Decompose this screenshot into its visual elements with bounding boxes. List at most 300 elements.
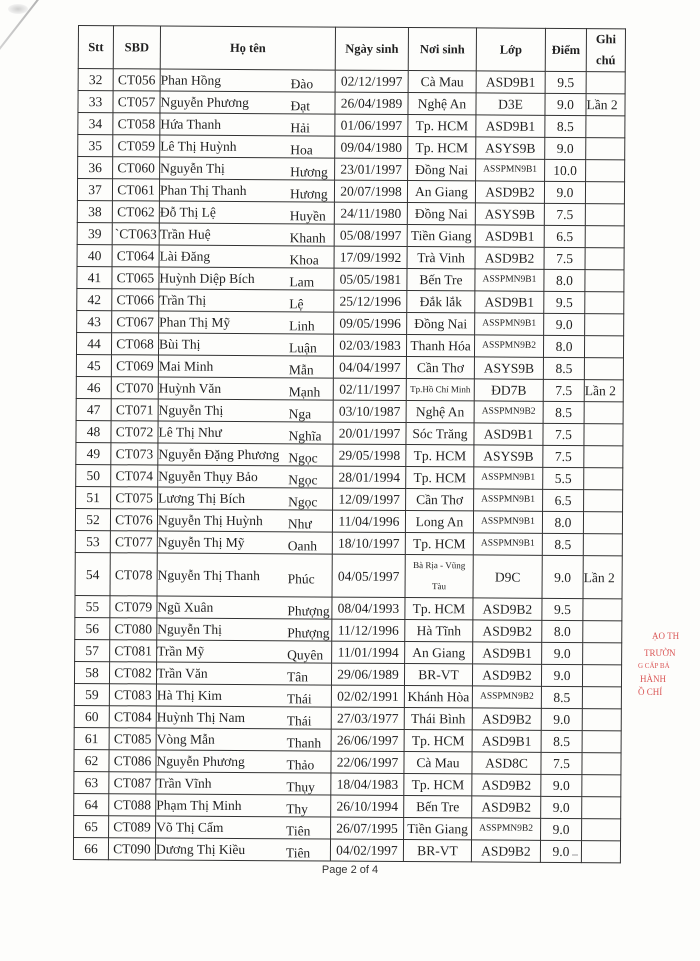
table-row [76, 398, 623, 423]
cell-score: 9.0 [541, 818, 582, 840]
cell-sbd: CT090 [108, 838, 155, 860]
cell-class: ASSPMN9B1 [476, 159, 545, 181]
cell-name [157, 553, 332, 597]
name-first: Nguyễn Thị [158, 402, 224, 418]
cell-name [160, 69, 335, 92]
name-first: Phan Thị Mỹ [159, 314, 231, 330]
name-last: Hoa [290, 142, 313, 158]
name-last: Tân [286, 669, 309, 685]
cell-dob: 22/06/1997 [331, 751, 404, 773]
cell-class: ASSPMN9B1 [475, 269, 544, 291]
name-last: Huyền [289, 208, 326, 224]
cell-sbd: CT070 [111, 377, 158, 399]
cell-class: ASYS9B [475, 203, 544, 225]
cell-stt: 58 [74, 661, 109, 683]
cell-note [583, 643, 622, 665]
cell-note [584, 424, 623, 446]
cell-place: Cà Mau [404, 752, 472, 774]
table-row [75, 595, 622, 620]
cell-sbd: CT065 [112, 267, 159, 289]
cell-dob: 25/12/1996 [334, 290, 407, 312]
cell-note [582, 797, 621, 819]
cell-name [158, 421, 333, 444]
name-last: Ngọc [288, 450, 318, 466]
cell-place: Bến Tre [407, 269, 475, 291]
cell-note [582, 775, 621, 797]
cell-dob: 29/06/1989 [331, 663, 404, 685]
cell-name [160, 157, 335, 180]
cell-name [159, 179, 334, 202]
cell-note [582, 687, 621, 709]
name-last: Hương [289, 186, 328, 202]
table-header-row [78, 26, 625, 72]
cell-note [583, 599, 622, 621]
stamp-line: TRƯỜN [644, 648, 676, 658]
cell-score: 9.0 [540, 840, 581, 862]
cell-sbd: CT081 [110, 640, 157, 662]
table-row [77, 266, 624, 291]
cell-stt: 37 [77, 179, 112, 201]
cell-class: ASD9B1 [472, 730, 541, 752]
table-row [77, 179, 624, 204]
table-row [78, 135, 625, 160]
cell-class: ASD9B2 [473, 620, 542, 642]
red-official-stamp [638, 630, 698, 740]
name-first: Huỳnh Thị Nam [156, 709, 246, 726]
cell-dob: 09/04/1980 [335, 136, 408, 158]
name-last: Linh [289, 318, 315, 334]
cell-name [156, 684, 331, 707]
table-row [76, 420, 623, 445]
cell-sbd: CT066 [112, 289, 159, 311]
name-last: Đạt [290, 98, 311, 114]
cell-score: 9.0 [544, 313, 585, 335]
cell-score: 8.5 [541, 730, 582, 752]
cell-stt: 59 [74, 683, 109, 705]
cell-sbd: CT083 [109, 684, 156, 706]
name-last: Phúc [287, 570, 315, 586]
cell-note [584, 468, 623, 490]
cell-name [157, 596, 332, 619]
cell-stt: 32 [78, 69, 113, 91]
cell-place: Tp. HCM [405, 598, 473, 620]
cell-score: 8.5 [541, 686, 582, 708]
cell-note [585, 226, 624, 248]
name-last: Ngọc [288, 472, 318, 488]
name-first: Ngũ Xuân [157, 599, 214, 615]
cell-place: Đồng Nai [407, 203, 475, 225]
name-first: Trần Mỹ [157, 643, 205, 659]
name-last: Phượng [287, 625, 330, 641]
name-first: Nguyễn Thị Thanh [157, 566, 260, 583]
cell-class: ASD9B1 [475, 225, 544, 247]
cell-stt: 33 [78, 91, 113, 113]
cell-score: 9.0 [545, 93, 586, 115]
name-last: Quyên [287, 647, 324, 663]
header-class: Lớp [476, 28, 545, 71]
cell-name [160, 91, 335, 114]
cell-stt: 43 [77, 310, 112, 332]
cell-sbd: CT078 [110, 553, 157, 596]
cell-stt: 50 [76, 464, 111, 486]
cell-sbd: CT077 [110, 531, 157, 553]
name-last: Thảo [286, 757, 315, 773]
cell-class: ASD9B1 [473, 642, 542, 664]
cell-stt: 34 [78, 113, 113, 135]
table-row [76, 486, 623, 511]
header-name: Họ tên [160, 26, 335, 70]
cell-note: Lần 2 [586, 94, 625, 116]
table-row [78, 69, 625, 94]
cell-stt: 42 [77, 288, 112, 310]
cell-score: 7.5 [541, 752, 582, 774]
name-last: Hương [290, 164, 328, 180]
name-first: Trần Văn [156, 665, 208, 681]
cell-place: An Giang [405, 642, 473, 664]
name-first: Vòng Mẫn [156, 731, 215, 747]
cell-stt: 62 [74, 749, 109, 771]
cell-dob: 02/02/1991 [331, 685, 404, 707]
header-dob: Ngày sinh [335, 27, 408, 70]
cell-name [155, 838, 330, 861]
cell-sbd: CT062 [112, 201, 159, 223]
cell-name [159, 267, 334, 290]
cell-dob: 12/09/1997 [333, 488, 406, 510]
name-last: Thụy [286, 779, 315, 795]
cell-note [584, 402, 623, 424]
table-row [77, 288, 624, 313]
cell-place: Tiền Giang [407, 225, 475, 247]
cell-name [156, 816, 331, 839]
cell-stt: 41 [77, 266, 112, 288]
cell-dob: 08/04/1993 [332, 597, 405, 619]
name-last: Mạnh [288, 384, 321, 400]
name-first: Hà Thị Kim [156, 687, 222, 703]
cell-score: 9.0 [542, 642, 583, 664]
name-first: Trần Huệ [159, 226, 211, 242]
cell-name [158, 355, 333, 378]
cell-note [581, 841, 620, 863]
cell-name [159, 223, 334, 246]
cell-class: ASSPMN9B1 [475, 313, 544, 335]
name-first: Trần Vĩnh [156, 775, 212, 791]
cell-stt: 35 [78, 135, 113, 157]
cell-place: Bến Tre [404, 796, 472, 818]
table-row [76, 376, 623, 401]
cell-note [584, 446, 623, 468]
cell-note [584, 490, 623, 512]
cell-score: 8.5 [543, 401, 584, 423]
table-row [74, 727, 621, 752]
cell-name [158, 399, 333, 422]
cell-dob: 11/04/1996 [332, 510, 405, 532]
name-last: Khoa [289, 252, 319, 268]
cell-place: An Giang [407, 181, 475, 203]
cell-place: Sóc Trăng [406, 423, 474, 445]
cell-class: ASD9B2 [472, 708, 541, 730]
cell-dob: 03/10/1987 [333, 400, 406, 422]
cell-note [582, 753, 621, 775]
cell-score: 9.0 [542, 555, 583, 598]
header-place: Nơi sinh [408, 28, 476, 71]
name-last: Oanh [287, 538, 318, 554]
name-first: Mai Minh [158, 358, 214, 374]
cell-place: Đắk lắk [407, 291, 475, 313]
cell-place: Tp. HCM [408, 137, 476, 159]
cell-class: ASD9B2 [472, 796, 541, 818]
cell-name [160, 135, 335, 158]
name-first: Huỳnh Văn [158, 380, 222, 396]
name-first: Võ Thị Cẩm [156, 819, 224, 835]
cell-name [156, 750, 331, 773]
stamp-line: ẠO TH [652, 631, 680, 641]
cell-stt: 51 [76, 486, 111, 508]
cell-name [160, 113, 335, 136]
cell-score: 8.0 [543, 335, 584, 357]
cell-score: 8.0 [542, 511, 583, 533]
cell-sbd: CT076 [110, 509, 157, 531]
cell-stt: 53 [75, 530, 110, 552]
cell-class: ASSPMN9B2 [472, 686, 541, 708]
name-first: Đỗ Thị Lệ [159, 204, 216, 220]
cell-name [156, 706, 331, 729]
cell-place: Thái Bình [404, 708, 472, 730]
name-first: Phan Hồng [160, 72, 222, 88]
cell-note [584, 358, 623, 380]
cell-note [582, 709, 621, 731]
cell-stt: 40 [77, 244, 112, 266]
name-last: Hải [290, 120, 310, 136]
cell-class: ASD9B2 [472, 774, 541, 796]
cell-dob: 20/01/1997 [333, 422, 406, 444]
cell-name [158, 443, 333, 466]
name-first: Nguyễn Thụy Bảo [158, 468, 258, 485]
name-first: Dương Thị Kiều [155, 841, 246, 858]
cell-note: Lần 2 [584, 380, 623, 402]
name-last: Thái [286, 691, 312, 707]
stamp-line: HÀNH [640, 674, 666, 684]
cell-place: Hà Tĩnh [405, 620, 473, 642]
name-last: Thanh [286, 735, 322, 751]
cell-stt: 48 [76, 420, 111, 442]
cell-class: ASYS9B [474, 445, 543, 467]
name-last: Phượng [287, 603, 330, 619]
cell-score: 9.0 [541, 708, 582, 730]
cell-class: ASD9B1 [474, 423, 543, 445]
cell-sbd: CT082 [109, 662, 156, 684]
cell-place: Khánh Hòa [404, 686, 472, 708]
cell-stt: 66 [73, 837, 108, 859]
cell-class: D9C [473, 555, 542, 598]
table-row [75, 508, 622, 533]
cell-name [159, 245, 334, 268]
name-last: Tiên [286, 823, 311, 839]
cell-dob: 11/12/1996 [332, 619, 405, 641]
cell-note [585, 314, 624, 336]
cell-stt: 38 [77, 200, 112, 222]
cell-dob: 27/03/1977 [331, 707, 404, 729]
cell-sbd: CT064 [112, 245, 159, 267]
cell-place: Đồng Nai [407, 313, 475, 335]
cell-note [582, 665, 621, 687]
cell-stt: 44 [76, 332, 111, 354]
cell-score: 9.0 [544, 181, 585, 203]
cell-class: ASSPMN9B1 [474, 467, 543, 489]
cell-class: ASD9B2 [471, 840, 540, 862]
cell-class: ASD9B2 [473, 598, 542, 620]
cell-sbd: CT086 [109, 750, 156, 772]
cell-score: 8.5 [545, 115, 586, 137]
cell-score: 7.5 [544, 203, 585, 225]
cell-stt: 63 [74, 771, 109, 793]
page-number: Page 2 of 4 [321, 864, 379, 876]
cell-place: Tp. HCM [406, 445, 474, 467]
cell-note [585, 292, 624, 314]
cell-sbd: CT072 [111, 421, 158, 443]
cell-name [158, 465, 333, 488]
header-score: Điểm [545, 28, 586, 71]
cell-dob: 26/06/1997 [331, 729, 404, 751]
cell-place: Tp. HCM [406, 467, 474, 489]
name-last: Ngọc [288, 494, 318, 510]
cell-note [585, 204, 624, 226]
cell-note [585, 248, 624, 270]
cell-sbd: CT089 [109, 816, 156, 838]
cell-dob: 04/05/1997 [332, 554, 405, 597]
cell-dob: 05/05/1981 [334, 268, 407, 290]
cell-class: ASYS9B [474, 357, 543, 379]
cell-dob: 02/12/1997 [335, 70, 408, 92]
cell-sbd: CT067 [112, 311, 159, 333]
name-last: Luận [288, 340, 317, 356]
cell-place: Bà Rịa - Vũng Tàu [405, 555, 473, 598]
stamp-line: Ồ CHÍ [638, 687, 663, 697]
table-row [78, 157, 625, 182]
cell-stt: 64 [74, 793, 109, 815]
cell-note [585, 270, 624, 292]
cell-score: 7.5 [543, 423, 584, 445]
cell-dob: 24/11/1980 [334, 202, 407, 224]
name-first: Lài Đăng [159, 248, 211, 264]
cell-score: 7.5 [543, 445, 584, 467]
cell-place: Tp. HCM [404, 730, 472, 752]
cell-stt: 65 [74, 815, 109, 837]
cell-sbd: CT079 [110, 596, 157, 618]
cell-place: Tp. HCM [404, 774, 472, 796]
cell-class: ASD9B1 [475, 291, 544, 313]
cell-note [585, 182, 624, 204]
cell-score: 8.0 [542, 620, 583, 642]
student-results-table [73, 25, 626, 863]
cell-score: 6.5 [543, 489, 584, 511]
cell-score: 9.5 [544, 291, 585, 313]
cell-name [156, 772, 331, 795]
cell-name [156, 794, 331, 817]
cell-dob: 28/01/1994 [333, 466, 406, 488]
table-row [74, 815, 621, 840]
cell-place: Nghệ An [406, 401, 474, 423]
cell-stt: 56 [75, 617, 110, 639]
cell-dob: 09/05/1996 [334, 312, 407, 334]
table-row [75, 552, 622, 598]
table-row [77, 310, 624, 335]
cell-dob: 29/05/1998 [333, 444, 406, 466]
name-last: Như [287, 516, 312, 532]
name-first: Hứa Thanh [160, 116, 222, 132]
cell-dob: 23/01/1997 [335, 158, 408, 180]
table-body [73, 69, 625, 863]
cell-note [586, 138, 625, 160]
cell-note [586, 160, 625, 182]
scan-speck [572, 854, 578, 856]
cell-class: ASSPMN9B1 [473, 511, 542, 533]
name-first: Nguyễn Thị Huỳnh [157, 512, 263, 529]
cell-class: ASSPMN9B1 [474, 489, 543, 511]
cell-sbd: CT080 [110, 618, 157, 640]
cell-name [157, 509, 332, 532]
cell-stt: 36 [78, 157, 113, 179]
cell-dob: 05/08/1997 [334, 224, 407, 246]
name-first: Trần Thị [159, 292, 207, 308]
cell-dob: 17/09/1992 [334, 246, 407, 268]
name-last: Nga [288, 406, 312, 422]
cell-note [582, 819, 621, 841]
cell-sbd: CT073 [111, 443, 158, 465]
cell-sbd: CT071 [111, 399, 158, 421]
cell-name [158, 487, 333, 510]
cell-score: 9.0 [541, 774, 582, 796]
cell-sbd: CT085 [109, 728, 156, 750]
cell-score: 8.5 [542, 533, 583, 555]
cell-class: ASYS9B [476, 137, 545, 159]
cell-dob: 02/03/1983 [333, 334, 406, 356]
table-row [76, 332, 623, 357]
name-first: Huỳnh Diệp Bích [159, 270, 255, 287]
cell-sbd: CT059 [113, 135, 160, 157]
table-row [74, 683, 621, 708]
cell-dob: 04/04/1997 [333, 356, 406, 378]
cell-class: ASD9B2 [475, 181, 544, 203]
cell-sbd: CT087 [109, 772, 156, 794]
cell-sbd: CT088 [109, 794, 156, 816]
cell-sbd: CT074 [111, 465, 158, 487]
cell-stt: 49 [76, 442, 111, 464]
cell-dob: 11/01/1994 [332, 641, 405, 663]
table-row [77, 222, 624, 247]
cell-place: Tp.Hồ Chí Minh [406, 379, 474, 401]
name-first: Nguyễn Phương [160, 94, 249, 111]
table-row [74, 749, 621, 774]
table-row [76, 354, 623, 379]
cell-dob: 26/07/1995 [331, 817, 404, 839]
cell-sbd: CT075 [111, 487, 158, 509]
cell-name [158, 377, 333, 400]
name-first: Phan Thị Thanh [159, 182, 247, 199]
cell-class: ASD9B1 [476, 71, 545, 93]
name-first: Lê Thị Như [158, 424, 222, 440]
table-row [74, 771, 621, 796]
table-row [78, 91, 625, 116]
cell-note: Lần 2 [583, 556, 622, 599]
cell-dob: 18/10/1997 [332, 532, 405, 554]
cell-stt: 54 [75, 552, 110, 595]
header-stt: Stt [78, 26, 113, 69]
cell-name [156, 728, 331, 751]
table-row [75, 639, 622, 664]
cell-score: 5.5 [543, 467, 584, 489]
table-row [73, 837, 620, 862]
cell-score: 9.5 [545, 71, 586, 93]
